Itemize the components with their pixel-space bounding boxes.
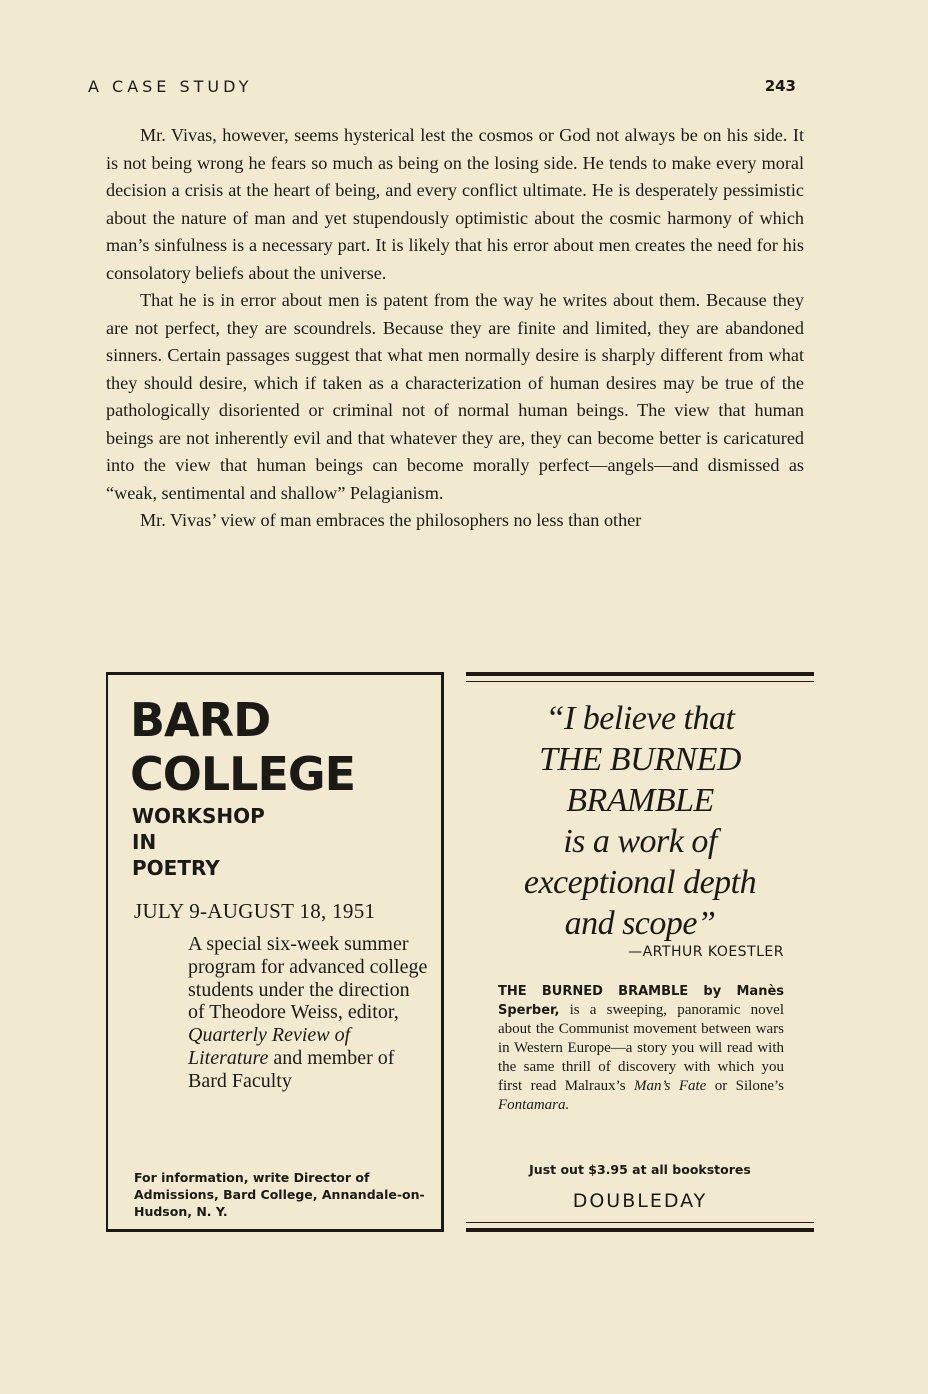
quote-line-4: is a work of: [563, 823, 717, 860]
bard-title: [130, 693, 355, 801]
workshop-description-end: and member of Bard Faculty: [188, 1046, 395, 1092]
paragraph-3: Mr. Vivas’ view of man embraces the philosophers no less than other: [140, 510, 642, 530]
page-number: 243: [764, 77, 796, 95]
book-title-fontamara: Fontamara.: [498, 1097, 570, 1113]
workshop-line-2: IN: [132, 830, 157, 854]
book-description: [498, 982, 784, 1115]
book-title-mans-fate: Man’s Fate: [634, 1078, 707, 1094]
quote-line-3: BRAMBLE: [566, 782, 714, 819]
publisher-name: DOUBLEDAY: [572, 1190, 708, 1212]
paragraph-2: That he is in error about men is patent from the way he writes about them. Because they are not perfect, they are scoundrels. Because they are finite and limited, they are abandoned sinners. Certain passages suggest that what men normally desire is sharply different from what they should desire, which if taken as a characterization of human desires may be true of the pathologically disoriented or criminal not of normal human beings. The view that human beings are not inherently evil and that whatever they are, they can become better is caricatured into the view that human beings can become morally perfect—angels—and dismissed as “weak, sentimental and shallow” Pelagianism.: [106, 290, 804, 503]
koestler-quote: [466, 698, 814, 944]
bard-title-line-2: COLLEGE: [130, 747, 356, 801]
quote-line-2: THE BURNED: [539, 741, 741, 778]
quote-attribution: —ARTHUR KOESTLER: [628, 944, 784, 960]
book-description-lead: THE BURNED BRAMBLE by Manès Sperber,: [498, 984, 784, 1018]
running-head: A CASE STUDY: [88, 77, 253, 96]
book-description-text: is a sweeping, panoramic novel about the Communist movement between wars in Western Europe—a story you will read with the same thrill of discovery with which you first read Malraux’s: [498, 1002, 784, 1094]
bottom-rule-thick: [466, 1228, 814, 1232]
admissions-info: For information, write Director of Admissions, Bard College, Annandale-on-Hudson, N. Y.: [134, 1170, 425, 1219]
bard-college-advertisement: [106, 672, 444, 1232]
workshop-line-3: POETRY: [132, 856, 220, 880]
quote-line-6: and scope”: [564, 905, 716, 942]
page-header: [88, 77, 796, 103]
body-text: [106, 122, 804, 535]
workshop-line-1: WORKSHOP: [132, 804, 265, 828]
top-rule-thick: [466, 672, 814, 676]
top-rule-thin: [466, 681, 814, 682]
bottom-rule-thin: [466, 1222, 814, 1223]
workshop-description: [188, 933, 428, 1093]
price-line: Just out $3.95 at all bookstores: [529, 1162, 751, 1177]
quote-line-5: exceptional depth: [523, 864, 757, 901]
paragraph-1: Mr. Vivas, however, seems hysterical lest the cosmos or God not always be on his side. It is not being wrong he fears so much as being on the losing side. He tends to make every moral decision a crisis at the heart of being, and every conflict ultimate. He is desperately pessimistic about the nature of man and yet stupendously optimistic about the cosmic harmony of which man’s sinfulness is a necessary part. It is likely that his error about men creates the need for his consolatory beliefs about the universe.: [106, 125, 804, 283]
quote-line-1: “I believe that: [545, 700, 735, 737]
book-description-mid: or Silone’s: [706, 1078, 784, 1094]
journal-title: Quarterly Review of Literature: [188, 1024, 351, 1069]
workshop-description-text: A special six-week summer program for advanced college students under the direction of Theodore Weiss, editor,: [188, 933, 428, 1024]
workshop-dates: JULY 9-AUGUST 18, 1951: [134, 899, 376, 923]
workshop-heading: [132, 803, 265, 881]
burned-bramble-advertisement: [466, 672, 814, 1242]
bard-title-line-1: BARD: [130, 693, 271, 747]
